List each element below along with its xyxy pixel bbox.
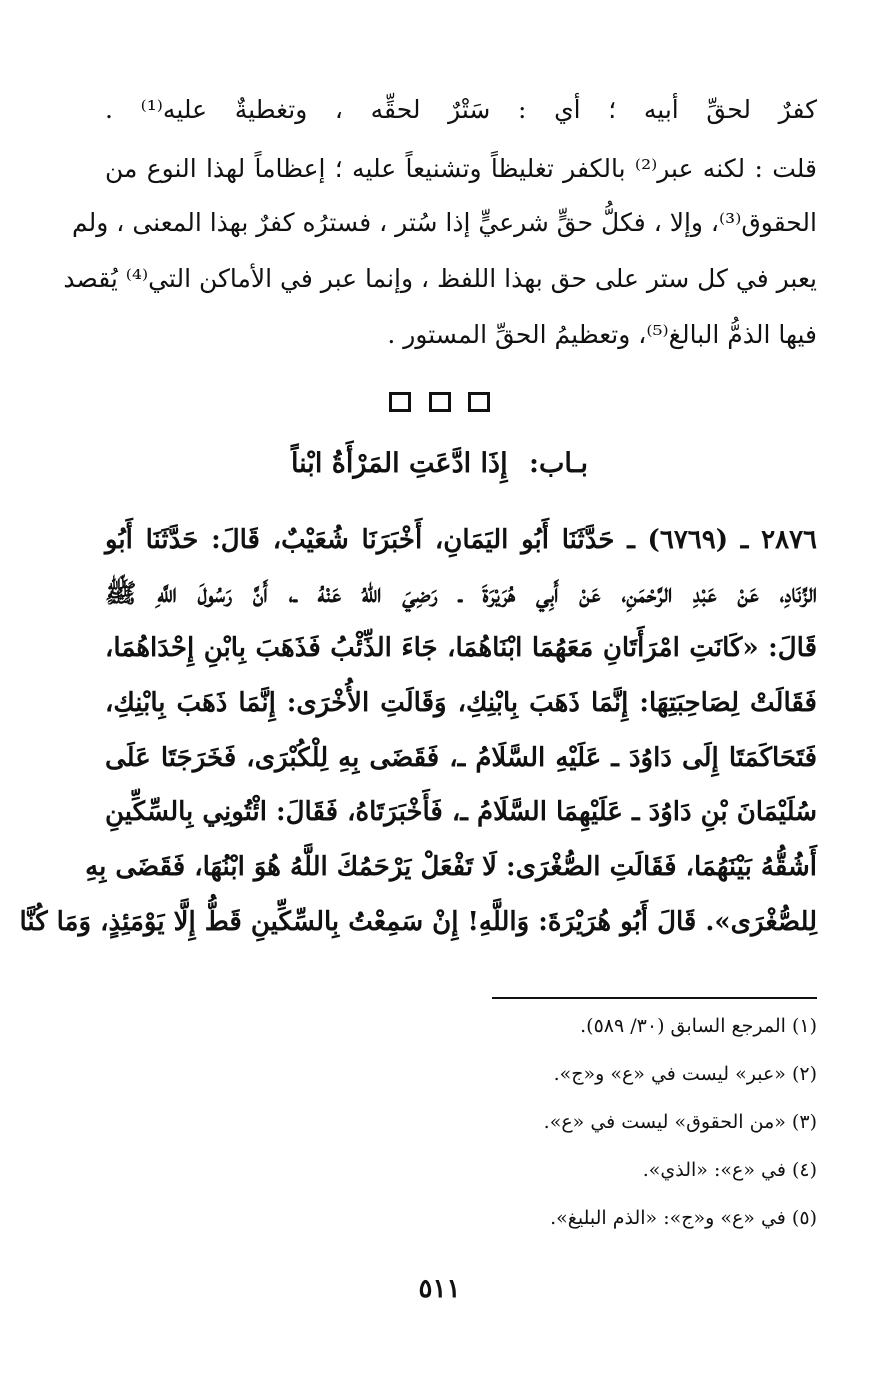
hadith-line: فَتَحَاكَمَتَا إِلَى دَاوُدَ ـ عَلَيْهِ السَّلَامُ ـ، فَقَضَى بِهِ لِلْكُبْرَى، فَخَرَجَتَا عَلَى — [105, 743, 817, 773]
hadith-line: أَشُقُّهُ بَيْنَهُمَا، فَقَالَتِ الصُّغْرَى: لَا تَفْعَلْ يَرْحَمُكَ اللَّهُ هُوَ ابْنُهَا، فَقَضَى بِهِ — [85, 852, 817, 882]
commentary-line: كفرٌ لحقِّ أبيه ؛ أي : سَتْرٌ لحقِّه ، وتغطيةٌ عليه⁽¹⁾ . — [105, 95, 817, 124]
commentary-line: قلت : لكنه عبر⁽²⁾ بالكفر تغليظاً وتشنيعاً عليه ؛ إعظاماً لهذا النوع من — [105, 154, 817, 183]
chapter-label: بـاب: — [529, 448, 589, 479]
footnote-rule — [492, 997, 817, 999]
commentary-line: الحقوق⁽³⁾، وإلا ، فكلُّ حقٍّ شرعيٍّ إذا سُتر ، فسترُه كفرٌ بهذا المعنى ، ولم — [72, 208, 817, 237]
section-separator — [0, 392, 879, 416]
commentary-line: يعبر في كل ستر على حق بهذا اللفظ ، وإنما عبر في الأماكن التي⁽⁴⁾ يُقصد — [63, 264, 817, 293]
footnote: (٣) «من الحقوق» ليست في «ع». — [543, 1111, 817, 1133]
separator-box-icon — [389, 392, 411, 412]
separator-box-icon — [468, 392, 490, 412]
commentary-line: فيها الذمُّ البالغ⁽⁵⁾، وتعظيمُ الحقِّ المستور . — [387, 320, 817, 349]
hadith-line: لِلصُّغْرَى». قَالَ أَبُو هُرَيْرَةَ: وَاللَّهِ! إِنْ سَمِعْتُ بِالسِّكِّينِ قَطُّ إِلَّا يَوْمَئِذٍ، وَمَا كُنَّا — [19, 907, 817, 937]
footnote: (٤) في «ع»: «الذي». — [642, 1159, 817, 1181]
hadith-line: الزِّنَادِ، عَنْ عَبْدِ الرَّحْمَنِ، عَنْ أَبِي هُرَيْرَةَ ـ رَضِيَ اللهُ عَنْهُ ـ، أَنَّ رَسُولَ اللَّهِ ﷺ — [105, 579, 817, 609]
hadith-line: سُلَيْمَانَ بْنِ دَاوُدَ ـ عَلَيْهِمَا السَّلَامُ ـ، فَأَخْبَرَتَاهُ، فَقَالَ: ائْتُونِي بِالسِّكِّينِ — [105, 797, 817, 827]
chapter-title: إِذَا ادَّعَتِ المَرْأَةُ ابْناً — [290, 448, 508, 479]
hadith-line: قَالَ: «كَانَتِ امْرَأَتَانِ مَعَهُمَا ابْنَاهُمَا، جَاءَ الذِّئْبُ فَذَهَبَ بِابْنِ إِحْدَاهُمَا، — [105, 633, 817, 663]
page-number: ٥١١ — [418, 1274, 461, 1304]
hadith-line: فَقَالَتْ لِصَاحِبَتِهَا: إِنَّمَا ذَهَبَ بِابْنِكِ، وَقَالَتِ الأُخْرَى: إِنَّمَا ذَهَبَ بِابْنِكِ، — [105, 688, 817, 718]
chapter-heading — [0, 448, 879, 479]
separator-box-icon — [429, 392, 451, 412]
footnote: (٥) في «ع» و«ج»: «الذم البليغ». — [550, 1207, 817, 1229]
footnote: (٢) «عبر» ليست في «ع» و«ج». — [553, 1063, 817, 1085]
hadith-line: ٢٨٧٦ ـ (٦٧٦٩) ـ حَدَّثَنَا أَبُو اليَمَانِ، أَخْبَرَنَا شُعَيْبٌ، قَالَ: حَدَّثَنَا أَبُو — [105, 525, 818, 555]
footnote: (١) المرجع السابق (٣٠/ ٥٨٩). — [580, 1015, 817, 1037]
